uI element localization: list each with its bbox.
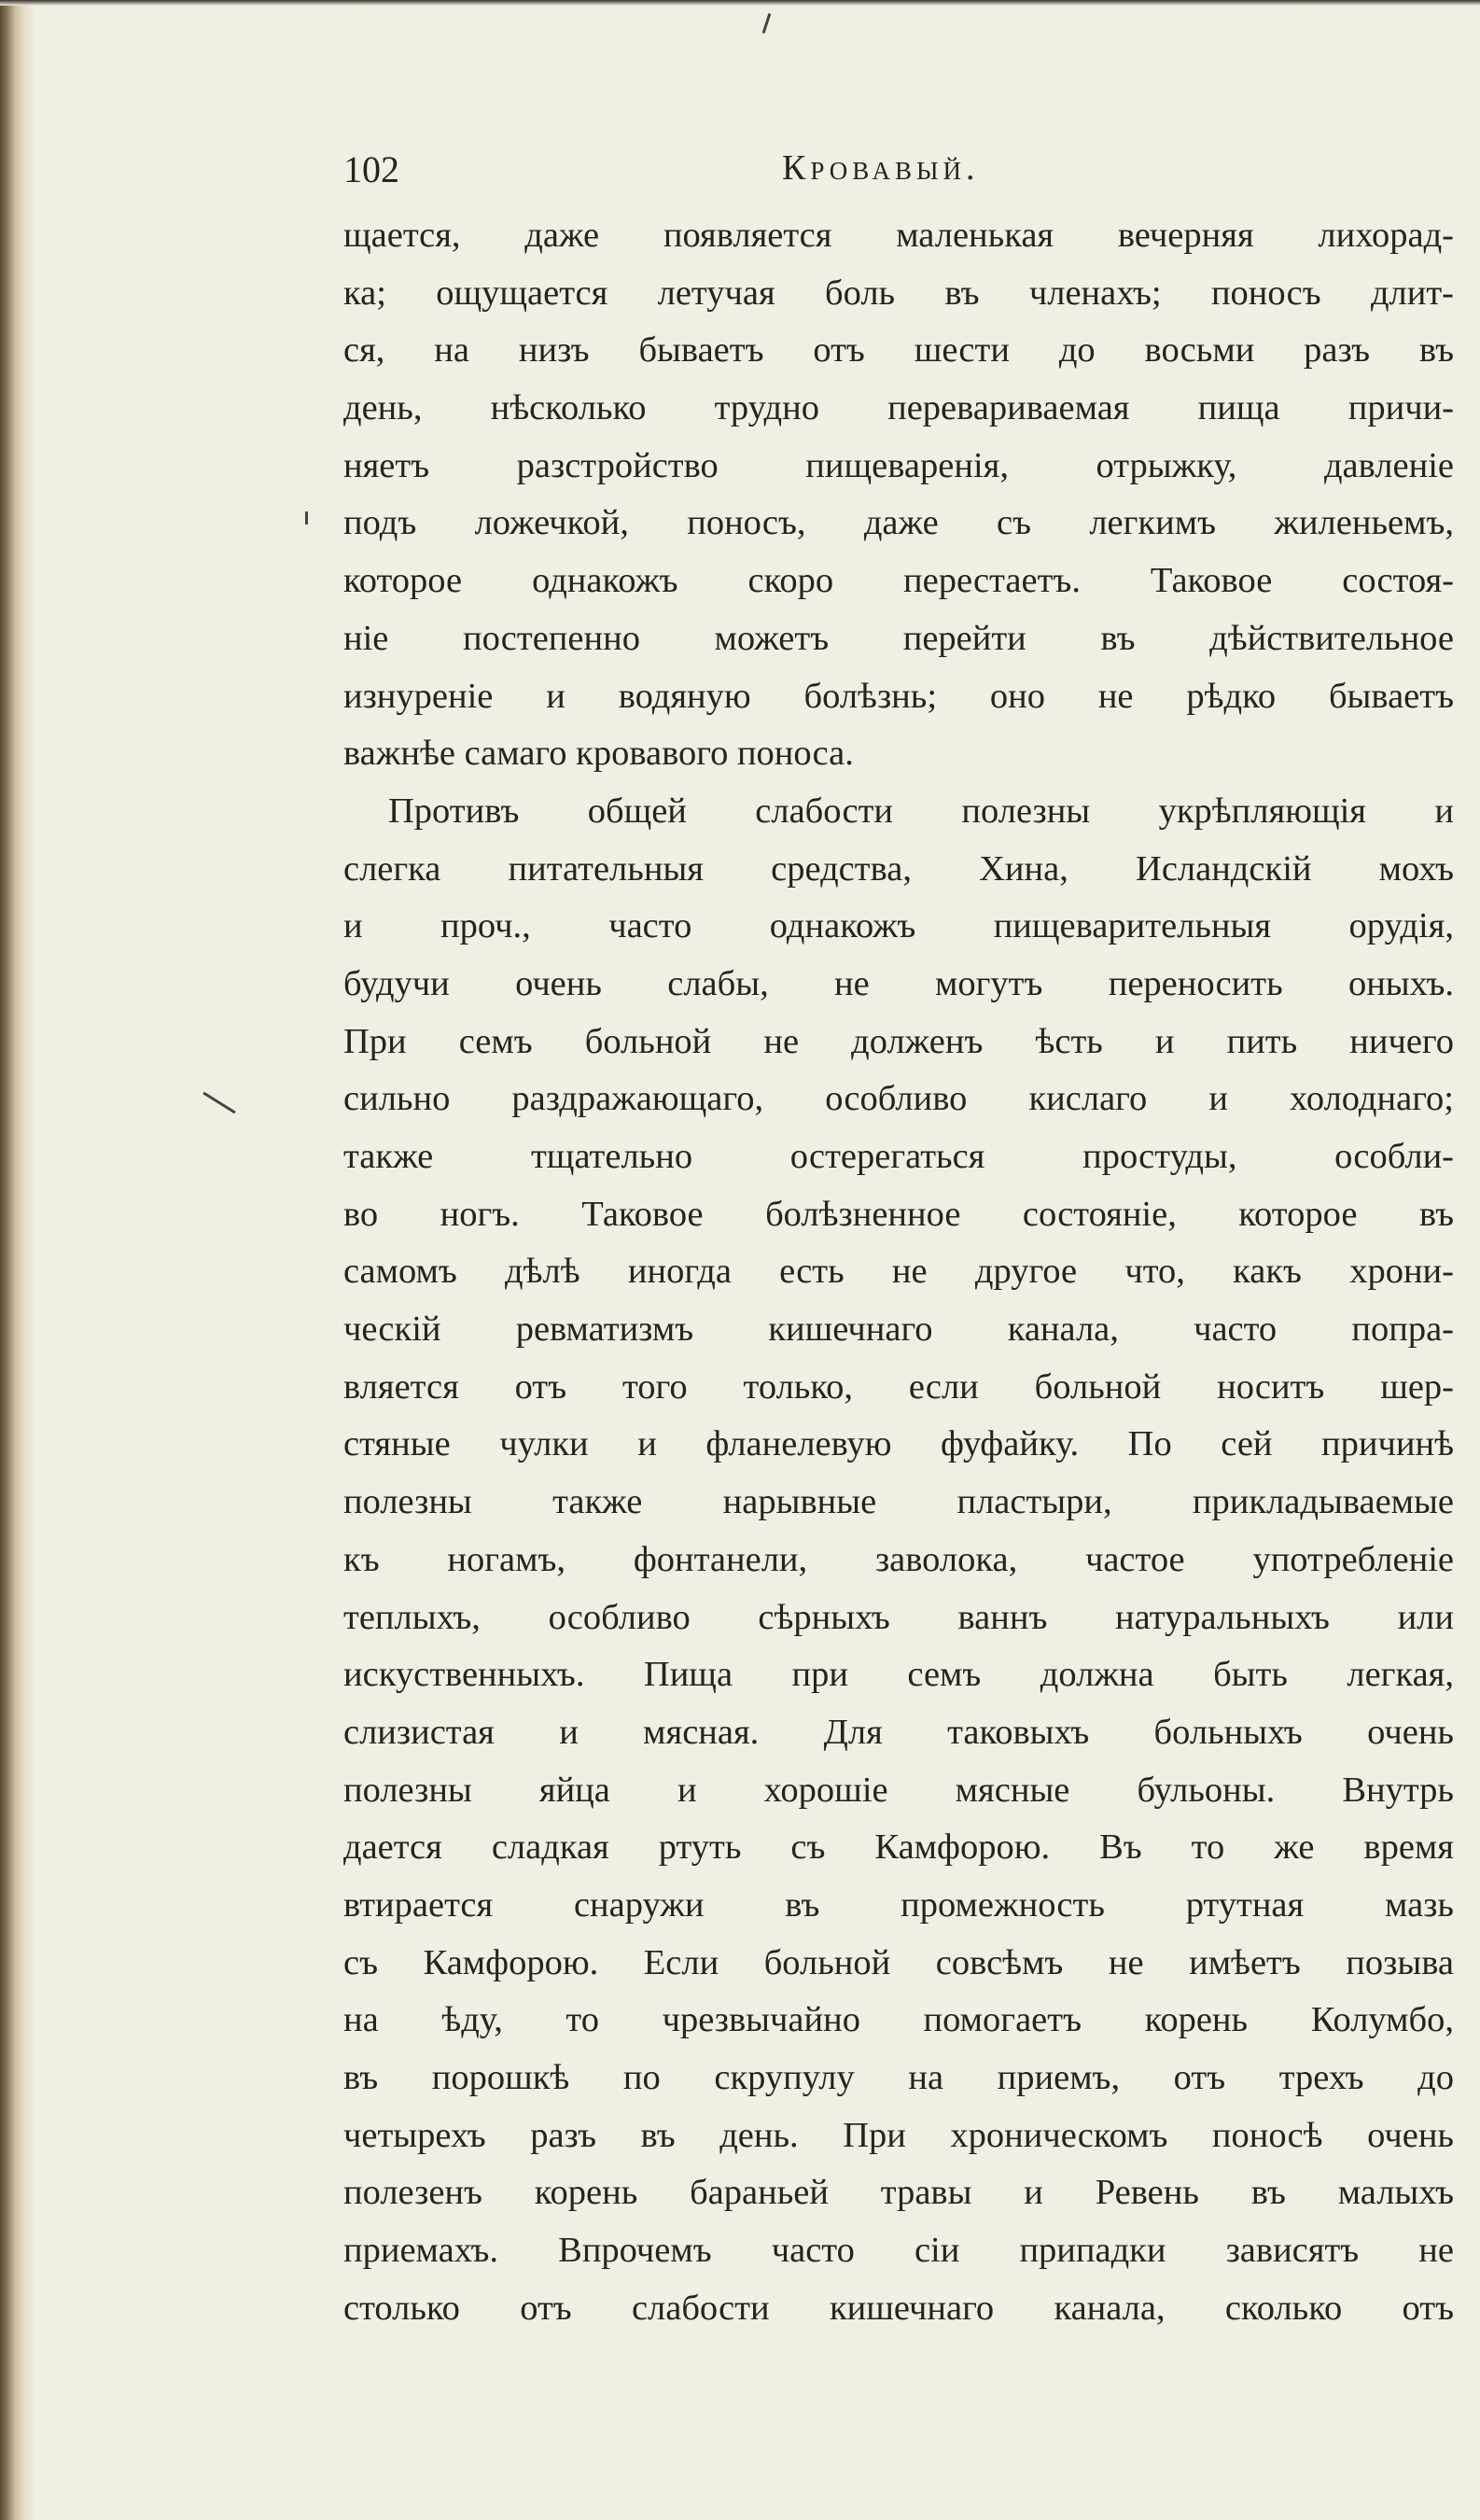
- text-line: въ порошкѣ по скрупулу на приемъ, отъ трехъ до: [343, 2058, 1454, 2097]
- text-line: изнуреніе и водяную болѣзнь; оно не рѣдко бываетъ: [343, 676, 1454, 716]
- text-line: слегка питательныя средства, Хина, Исландскій мохъ: [343, 848, 1454, 889]
- text-line: дается сладкая ртуть съ Камфорою. Въ то же время: [343, 1827, 1454, 1868]
- text-line: ся, на низъ бываетъ отъ шести до восьми разъ въ: [343, 330, 1454, 371]
- text-line: будучи очень слабы, не могутъ переносить оныхъ.: [343, 963, 1454, 1003]
- paragraph-first-line: Противъ общей слабости полезны укрѣпляющія и: [388, 791, 1454, 831]
- page-number: 102: [343, 148, 399, 190]
- text-line: ческій ревматизмъ кишечнаго канала, часто попра-: [343, 1309, 1454, 1350]
- stray-mark: [305, 511, 308, 525]
- text-line: и проч., часто однакожъ пищеварительныя орудія,: [343, 906, 1454, 946]
- text-line: къ ногамъ, фонтанели, заволока, частое употребленіе: [343, 1539, 1454, 1579]
- book-spine-shadow: [0, 0, 34, 2520]
- text-line: полезенъ корень бараньей травы и Ревень въ малыхъ: [343, 2173, 1454, 2213]
- text-line: столько отъ слабости кишечнаго канала, сколько отъ: [343, 2288, 1454, 2328]
- text-line: ніе постепенно можетъ перейти въ дѣйствительное: [343, 618, 1454, 658]
- text-line: ка; ощущается летучая боль въ членахъ; поносъ длит-: [343, 273, 1454, 313]
- text-line: во ногъ. Таковое болѣзненное состояніе, которое въ: [343, 1194, 1454, 1234]
- text-line: няетъ разстройство пищеваренія, отрыжку, давленіе: [343, 445, 1454, 485]
- text-line: слизистая и мясная. Для таковыхъ больныхъ очень: [343, 1712, 1454, 1752]
- text-line: день, нѣсколько трудно перевариваемая пища причи-: [343, 388, 1454, 428]
- text-line: четырехъ разъ въ день. При хроническомъ поносѣ очень: [343, 2115, 1454, 2155]
- text-line: полезны также нарывные пластыри, прикладываемые: [343, 1482, 1454, 1522]
- text-line: сильно раздражающаго, особливо кислаго и холоднаго;: [343, 1079, 1454, 1119]
- body-text: [343, 207, 1454, 2337]
- text-line: приемахъ. Впрочемъ часто сіи припадки зависятъ не: [343, 2231, 1454, 2271]
- text-line: щается, даже появляется маленькая вечерняя лихорад-: [343, 216, 1454, 255]
- text-line: вляется отъ того только, если больной носитъ шер-: [343, 1366, 1454, 1407]
- text-line: искуственныхъ. Пища при семъ должна быть легкая,: [343, 1655, 1454, 1695]
- text-line: теплыхъ, особливо сѣрныхъ ваннъ натуральныхъ или: [343, 1597, 1454, 1637]
- text-line: которое однакожъ скоро перестаетъ. Таковое состоя-: [343, 561, 1454, 601]
- paragraph-last-line: важнѣе самаго кровавого поноса.: [343, 734, 854, 774]
- text-line: съ Камфорою. Если больной совсѣмъ не имѣетъ позыва: [343, 1942, 1454, 1982]
- text-line: При семъ больной не долженъ ѣсть и пить ничего: [343, 1021, 1454, 1061]
- stray-mark: [762, 13, 772, 34]
- running-head: Кровавый.: [782, 148, 980, 188]
- text-line: самомъ дѣлѣ иногда есть не другое что, какъ хрони-: [343, 1252, 1454, 1292]
- text-line: подъ ложечкой, поносъ, даже съ легкимъ жиленьемъ,: [343, 503, 1454, 543]
- page-top-edge: [0, 0, 1480, 6]
- text-line: также тщательно остерегаться простуды, особли-: [343, 1137, 1454, 1176]
- page-header: [343, 147, 1454, 203]
- text-line: полезны яйца и хорошіе мясные бульоны. Внутрь: [343, 1770, 1454, 1810]
- text-line: на ѣду, то чрезвычайно помогаетъ корень Колумбо,: [343, 2000, 1454, 2040]
- stray-mark: [202, 1092, 236, 1114]
- text-line: стяные чулки и фланелевую фуфайку. По сей причинѣ: [343, 1424, 1454, 1464]
- text-line: втирается снаружи въ промежность ртутная мазь: [343, 1884, 1454, 1925]
